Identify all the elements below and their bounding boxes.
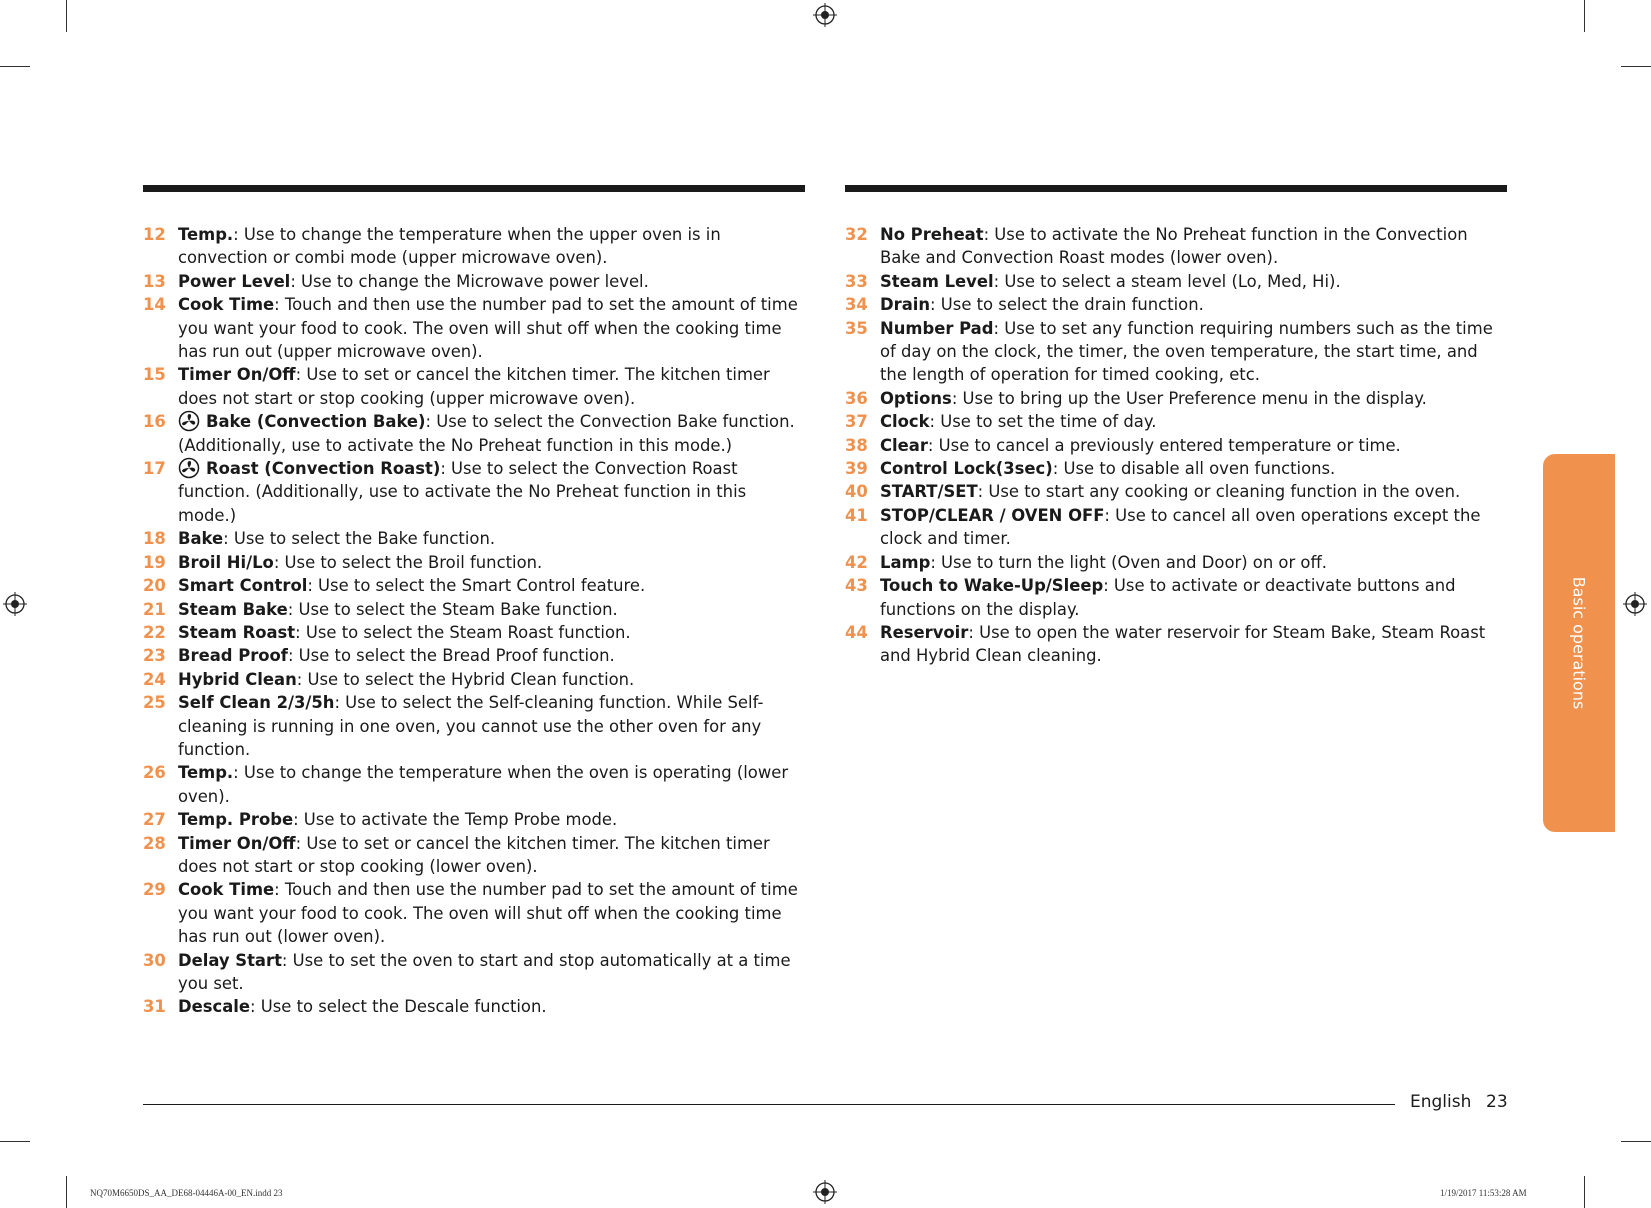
item-number: 29 (143, 880, 166, 900)
list-item (143, 270, 800, 293)
list-item (143, 574, 800, 597)
list-item (845, 410, 1502, 433)
item-description: : Use to activate the Temp Probe mode. (293, 810, 618, 830)
list-item (143, 363, 800, 410)
crop-mark (0, 66, 30, 67)
list-item (143, 551, 800, 574)
item-text (880, 317, 1502, 387)
item-number: 43 (845, 576, 868, 596)
item-description: : Use to select the Smart Control feature. (307, 576, 646, 596)
item-description: : Use to turn the light (Oven and Door) on or off. (930, 552, 1327, 572)
item-term: Steam Level (880, 271, 994, 291)
item-description: : Use to open the water reservoir for Steam Bake, Steam Roast and Hybrid Clean cleaning. (880, 622, 1486, 666)
item-text (178, 808, 800, 831)
list-item (143, 691, 800, 761)
item-text (178, 832, 800, 879)
item-number: 39 (845, 459, 868, 479)
item-term: Number Pad (880, 318, 994, 338)
item-text (178, 457, 800, 527)
list-item (143, 878, 800, 948)
item-text (880, 551, 1502, 574)
item-term: Control Lock(3sec) (880, 459, 1053, 479)
item-text (178, 621, 800, 644)
crop-mark (0, 1141, 30, 1142)
crop-mark (1584, 0, 1585, 32)
item-number: 12 (143, 225, 166, 244)
item-description: : Use to change the temperature when the upper oven is in convection or combi mode (upper microwave oven). (178, 225, 721, 268)
section-side-tab (1543, 454, 1615, 832)
item-number: 22 (143, 622, 166, 642)
item-text (880, 293, 1502, 316)
item-description: : Use to select the Steam Roast function. (295, 622, 631, 642)
list-item (845, 504, 1502, 551)
section-side-tab-label: Basic operations (1569, 576, 1589, 710)
item-term: Lamp (880, 552, 931, 572)
item-term: Touch to Wake-Up/Sleep (880, 576, 1104, 596)
item-term: STOP/CLEAR / OVEN OFF (880, 505, 1105, 525)
item-term: START/SET (880, 482, 978, 502)
item-number: 36 (845, 388, 868, 408)
item-text (178, 598, 800, 621)
item-term: Timer On/Off (178, 833, 296, 853)
item-description: : Use to set or cancel the kitchen timer. The kitchen timer does not start or stop cooking (upper microwave oven). (178, 365, 770, 408)
item-text (178, 668, 800, 691)
item-term: Options (880, 388, 952, 408)
convection-fan-icon (178, 457, 200, 479)
convection-fan-icon (178, 410, 200, 432)
item-number: 35 (845, 318, 868, 338)
list-item (143, 808, 800, 831)
list-item (143, 457, 800, 527)
item-term: Cook Time (178, 295, 275, 315)
list-item (143, 293, 800, 363)
list-item (845, 387, 1502, 410)
item-description: : Use to cancel a previously entered temperature or time. (927, 435, 1401, 455)
item-description: : Use to set any function requiring numbers such as the time of day on the clock, the timer, the oven temperature, the start time, and the length of operation for timed cooking, etc. (880, 318, 1493, 385)
item-number: 44 (845, 622, 868, 642)
registration-mark-icon (813, 3, 837, 27)
item-number: 32 (845, 225, 868, 244)
item-text (880, 621, 1502, 668)
item-text (178, 761, 800, 808)
item-term: Steam Roast (178, 622, 296, 642)
item-description: : Touch and then use the number pad to set the amount of time you want your food to cook. The oven will shut off when the cooking time has run out (lower oven). (178, 880, 798, 947)
item-number: 20 (143, 576, 166, 596)
item-number: 23 (143, 646, 166, 666)
item-description: : Use to activate or deactivate buttons and functions on the display. (880, 576, 1456, 619)
print-slug-file: NQ70M6650DS_AA_DE68-04446A-00_EN.indd 23 (90, 1188, 283, 1198)
item-term: Self Clean 2/3/5h (178, 693, 335, 713)
list-item (845, 457, 1502, 480)
item-description: : Use to select the Self-cleaning function. While Self-cleaning is running in one oven, you cannot use the other oven for any function. (178, 693, 764, 759)
item-number: 15 (143, 365, 166, 385)
list-item (845, 293, 1502, 316)
item-number: 13 (143, 271, 166, 291)
registration-mark-icon (1623, 592, 1647, 616)
item-text (880, 480, 1502, 503)
item-number: 42 (845, 552, 868, 572)
list-item (143, 761, 800, 808)
registration-mark-icon (813, 1180, 837, 1204)
crop-mark (1621, 1141, 1651, 1142)
print-slug-stamp: 1/19/2017 11:53:28 AM (1440, 1188, 1527, 1198)
list-item (845, 621, 1502, 668)
item-text (178, 527, 800, 550)
item-description: : Use to select a steam level (Lo, Med, Hi). (993, 271, 1341, 291)
item-term: Bread Proof (178, 646, 288, 666)
item-term: Clock (880, 412, 930, 432)
item-text (178, 551, 800, 574)
item-description: : Use to select the Bread Proof function. (287, 646, 615, 666)
item-text (178, 691, 800, 761)
item-number: 19 (143, 552, 166, 572)
left-column-list (143, 223, 800, 1019)
item-text (880, 387, 1502, 410)
item-text (178, 293, 800, 363)
item-description: : Use to activate the No Preheat function in the Convection Bake and Convection Roast modes (lower oven). (880, 225, 1468, 268)
item-description: : Use to select the Hybrid Clean function. (296, 669, 635, 689)
item-number: 38 (845, 435, 868, 455)
item-text (178, 223, 800, 270)
item-number: 31 (143, 997, 166, 1017)
item-term: Bake (Convection Bake) (206, 412, 426, 432)
item-number: 17 (143, 459, 166, 479)
list-item (143, 223, 800, 270)
item-description: : Touch and then use the number pad to set the amount of time you want your food to cook. The oven will shut off when the cooking time has run out (upper microwave oven). (178, 295, 798, 362)
item-term: Delay Start (178, 950, 282, 970)
item-description: : Use to select the Bake function. (223, 529, 496, 549)
item-term: No Preheat (880, 225, 984, 244)
item-number: 25 (143, 693, 166, 713)
item-text (880, 223, 1502, 270)
list-item (143, 621, 800, 644)
item-description: : Use to set the time of day. (929, 412, 1157, 432)
right-column-rule (845, 185, 1507, 192)
item-term: Roast (Convection Roast) (206, 459, 441, 479)
item-description: : Use to change the temperature when the oven is operating (lower oven). (178, 763, 789, 806)
item-number: 16 (143, 412, 166, 432)
item-text (178, 995, 800, 1018)
item-text (880, 504, 1502, 551)
item-number: 41 (845, 505, 868, 525)
item-text (880, 270, 1502, 293)
item-text (880, 410, 1502, 433)
item-term: Temp. (178, 225, 234, 244)
footer-language: English (1410, 1092, 1472, 1112)
item-term: Temp. Probe (178, 810, 294, 830)
item-number: 18 (143, 529, 166, 549)
list-item (143, 832, 800, 879)
left-column-rule (143, 185, 805, 192)
item-description: : Use to start any cooking or cleaning function in the oven. (977, 482, 1461, 502)
item-number: 33 (845, 271, 868, 291)
item-term: Smart Control (178, 576, 308, 596)
item-number: 14 (143, 295, 166, 315)
item-number: 24 (143, 669, 166, 689)
crop-mark (1621, 66, 1651, 67)
item-term: Timer On/Off (178, 365, 296, 385)
item-description: : Use to set the oven to start and stop automatically at a time you set. (178, 950, 791, 993)
item-text (178, 410, 800, 457)
item-term: Power Level (178, 271, 291, 291)
item-term: Hybrid Clean (178, 669, 297, 689)
item-number: 37 (845, 412, 868, 432)
item-text (178, 644, 800, 667)
item-description: : Use to disable all oven functions. (1052, 459, 1336, 479)
crop-mark (1584, 1176, 1585, 1208)
list-item (143, 527, 800, 550)
item-text (178, 878, 800, 948)
list-item (845, 551, 1502, 574)
list-item (845, 317, 1502, 387)
item-number: 27 (143, 810, 166, 830)
item-description: : Use to cancel all oven operations except the clock and timer. (880, 505, 1481, 549)
item-description: : Use to select the Broil function. (273, 552, 543, 572)
item-term: Descale (178, 997, 250, 1017)
item-term: Clear (880, 435, 928, 455)
item-number: 30 (143, 950, 166, 970)
item-number: 40 (845, 482, 868, 502)
list-item (143, 949, 800, 996)
item-number: 26 (143, 763, 166, 783)
item-term: Cook Time (178, 880, 275, 900)
item-number: 21 (143, 599, 166, 619)
item-number: 34 (845, 295, 868, 315)
list-item (143, 995, 800, 1018)
crop-mark (66, 1176, 67, 1208)
list-item (143, 668, 800, 691)
item-term: Steam Bake (178, 599, 288, 619)
list-item (845, 574, 1502, 621)
item-text (178, 949, 800, 996)
item-term: Broil Hi/Lo (178, 552, 274, 572)
item-description: : Use to set or cancel the kitchen timer. The kitchen timer does not start or stop cooking (lower oven). (178, 833, 770, 876)
item-description: : Use to select the Steam Bake function. (287, 599, 618, 619)
item-text (178, 270, 800, 293)
crop-mark (66, 0, 67, 32)
list-item (845, 270, 1502, 293)
list-item (845, 223, 1502, 270)
footer-rule (143, 1104, 1395, 1105)
list-item (143, 410, 800, 457)
right-column-list (845, 223, 1502, 668)
page-number: 23 (1486, 1092, 1508, 1112)
item-description: : Use to select the drain function. (930, 295, 1204, 315)
list-item (845, 434, 1502, 457)
item-description: : Use to select the Convection Bake function. (Additionally, use to activate the No Preheat function in this mode.) (178, 412, 795, 455)
item-text (178, 574, 800, 597)
item-description: : Use to bring up the User Preference menu in the display. (951, 388, 1427, 408)
item-text (880, 434, 1502, 457)
item-term: Drain (880, 295, 931, 315)
item-description: : Use to change the Microwave power level. (290, 271, 649, 291)
item-description: : Use to select the Descale function. (250, 997, 547, 1017)
list-item (845, 480, 1502, 503)
item-number: 28 (143, 833, 166, 853)
item-text (880, 457, 1502, 480)
item-text (880, 574, 1502, 621)
item-text (178, 363, 800, 410)
item-term: Temp. (178, 763, 234, 783)
list-item (143, 644, 800, 667)
item-term: Reservoir (880, 622, 969, 642)
item-term: Bake (178, 529, 224, 549)
list-item (143, 598, 800, 621)
registration-mark-icon (3, 592, 27, 616)
item-description: : Use to select the Convection Roast function. (Additionally, use to activate the No Preheat function in this mode.) (178, 459, 747, 525)
